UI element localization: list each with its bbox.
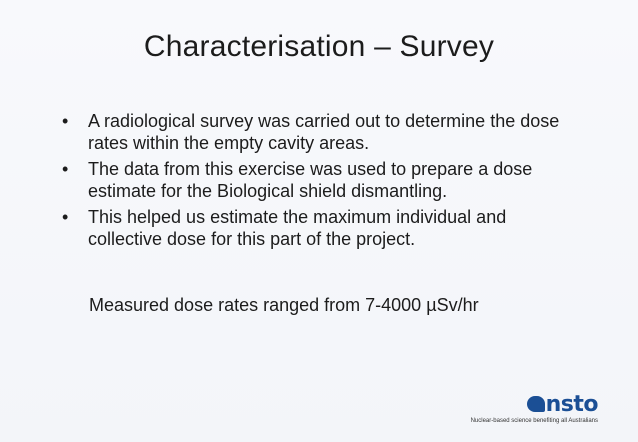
bullet-item: • The data from this exercise was used to prepare a dose estimate for the Biological shield dismantling. [62, 158, 562, 202]
bullet-item: • A radiological survey was carried out to determine the dose rates within the empty cavity areas. [62, 110, 562, 154]
slide-title: Characterisation – Survey [143, 30, 495, 63]
logo-a-mark-icon [527, 396, 545, 412]
bullet-item: • This helped us estimate the maximum individual and collective dose for this part of the project. [62, 206, 562, 250]
logo-wordmark [527, 394, 598, 416]
ansto-logo [468, 394, 598, 424]
bullet-list [62, 110, 562, 254]
logo-tagline: Nuclear-based science benefiting all Australians [470, 418, 598, 424]
measured-dose-text: Measured dose rates ranged from 7-4000 µSv/hr [89, 295, 479, 315]
logo-text: nsto [545, 392, 598, 417]
